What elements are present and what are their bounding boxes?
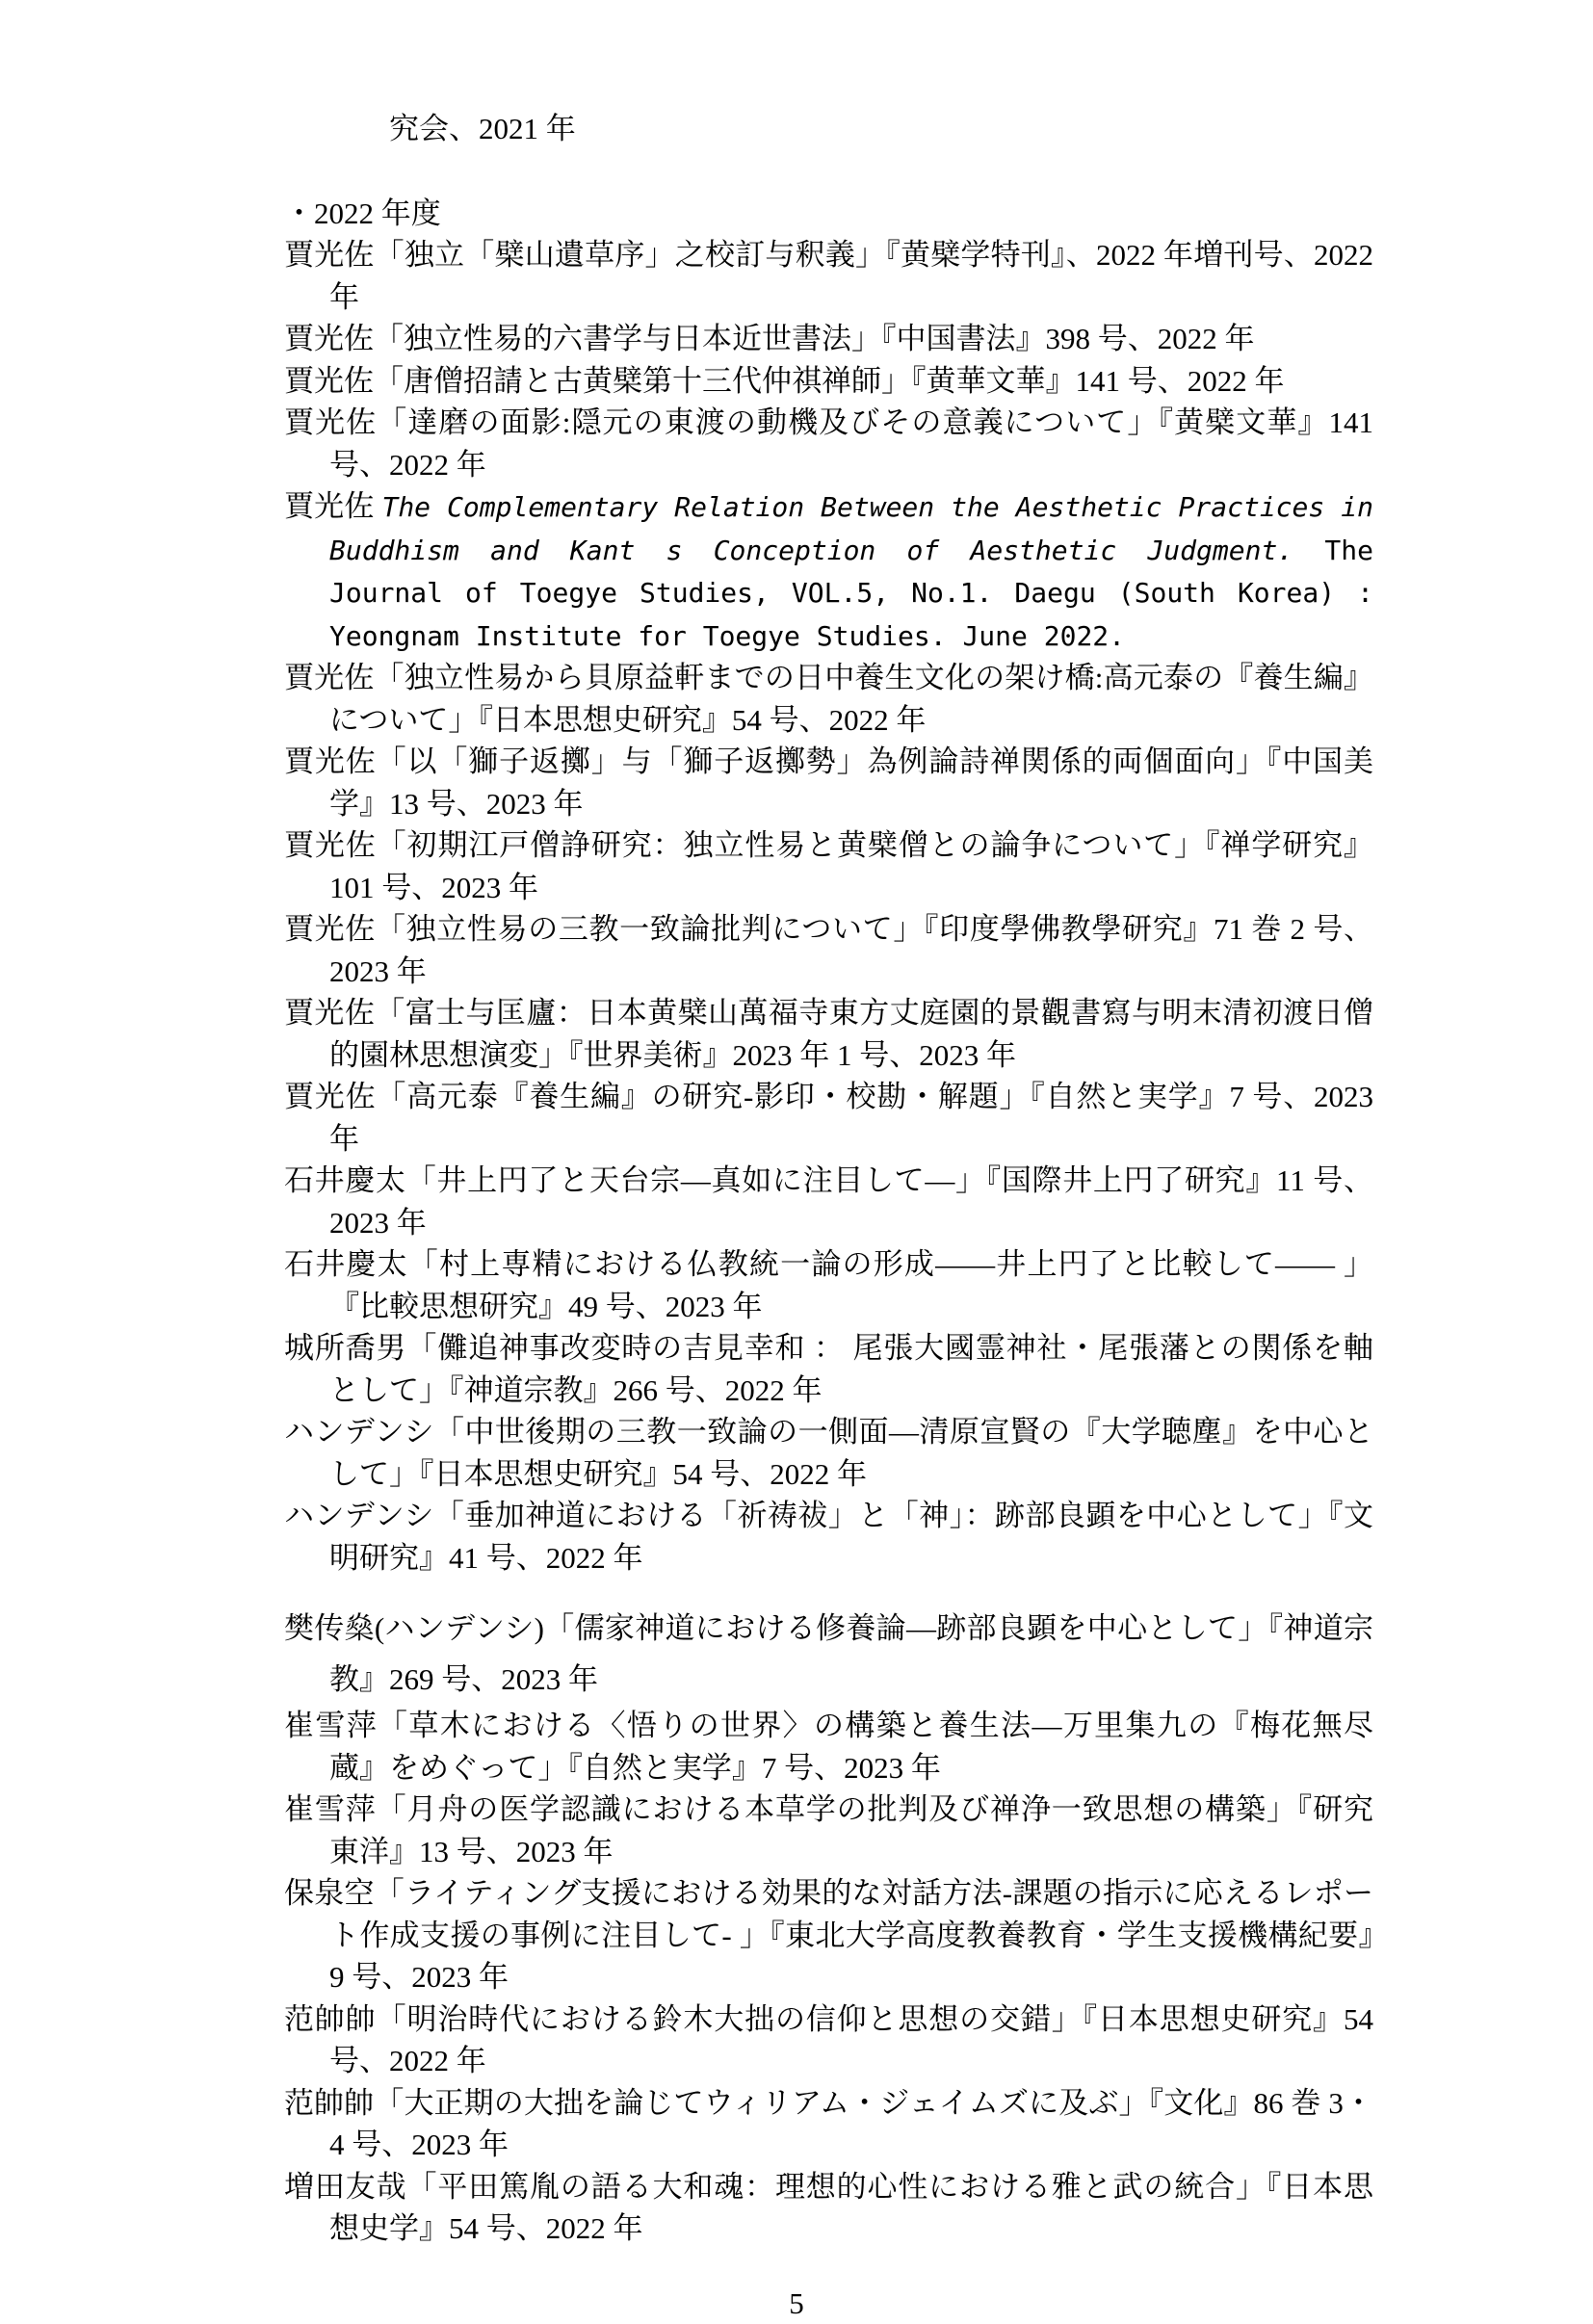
publication-entry: 賈光佐「初期江戸僧諍研究：独立性易と黄檗僧との論争について」『禅学研究』101 号、2023 年: [284, 824, 1373, 908]
entry-author: 賈光佐: [284, 489, 381, 523]
entry-publication-info: The Journal of Toegye Studies, VOL.5, No.1. Daegu (South Korea) : Yeongnam Institute for Toegye Studies. June 2022.: [329, 535, 1373, 652]
page-number: 5: [0, 2283, 1593, 2324]
publication-entry: 賈光佐「独立「檗山遺草序」之校訂与釈義」『黄檗学特刊』、2022 年増刊号、2022 年: [284, 234, 1373, 318]
publication-entry: 崔雪萍「草木における〈悟りの世界〉の構築と養生法―万里集九の『梅花無尽蔵』をめぐって」『自然と実学』7 号、2023 年: [284, 1705, 1373, 1789]
publication-entry: 石井慶太「村上専精における仏教統一論の形成――井上円了と比較して―― 」『比較思想研究』49 号、2023 年: [284, 1243, 1373, 1327]
publication-entry: 賈光佐「富士与匡廬：日本黄檗山萬福寺東方丈庭園的景觀書寫与明末清初渡日僧的園林思想演変」『世界美術』2023 年 1 号、2023 年: [284, 992, 1373, 1076]
year-section-heading: ・2022 年度: [284, 193, 1373, 235]
publication-entry: 保泉空「ライティング支援における効果的な対話方法-課題の指示に応えるレポート作成支援の事例に注目して- 」『東北大学高度教養教育・学生支援機構紀要』9 号、2023 年: [284, 1872, 1373, 1998]
publication-entry: 賈光佐「独立性易の三教一致論批判について」『印度學佛教學研究』71 巻 2 号、2023 年: [284, 908, 1373, 992]
publication-entry: 賈光佐「達磨の面影:隠元の東渡の動機及びその意義について」『黄檗文華』141 号、2022 年: [284, 402, 1373, 485]
publication-entry: 城所喬男「儺追神事改変時の吉見幸和 ： 尾張大國霊神社・尾張藩との関係を軸として」『神道宗教』266 号、2022 年: [284, 1327, 1373, 1411]
publication-entry: 増田友哉「平田篤胤の語る大和魂：理想的心性における雅と武の統合」『日本思想史学』54 号、2022 年: [284, 2166, 1373, 2250]
publication-entry: 石井慶太「井上円了と天台宗―真如に注目して―」『国際井上円了研究』11 号、2023 年: [284, 1160, 1373, 1243]
publication-entry: 樊传燊(ハンデンシ)「儒家神道における修養論―跡部良顕を中心として」『神道宗教』269 号、2023 年: [284, 1603, 1373, 1705]
publication-entry: ハンデンシ「垂加神道における「祈祷祓」と「神」：跡部良顕を中心として」『文明研究』41 号、2022 年: [284, 1495, 1373, 1579]
publication-entry: 賈光佐「高元泰『養生編』の研究-影印・校勘・解題」『自然と実学』7 号、2023 年: [284, 1076, 1373, 1160]
publication-entry: 賈光佐「独立性易的六書学与日本近世書法」『中国書法』398 号、2022 年: [284, 318, 1373, 360]
publication-entry: 賈光佐「独立性易から貝原益軒までの日中養生文化の架け橋:高元泰の『養生編』について」『日本思想史研究』54 号、2022 年: [284, 657, 1373, 741]
publication-entry: ハンデンシ「中世後期の三教一致論の一側面―清原宣賢の『大学聴塵』を中心として」『日本思想史研究』54 号、2022 年: [284, 1411, 1373, 1495]
publication-entry: 范帥帥「大正期の大拙を論じてウィリアム・ジェイムズに及ぶ」『文化』86 巻 3・4 号、2023 年: [284, 2082, 1373, 2166]
publication-entry: [284, 485, 1373, 657]
publication-entry: 賈光佐「以「獅子返擲」与「獅子返擲勢」為例論詩禅関係的両個面向」『中国美学』13 号、2023 年: [284, 741, 1373, 824]
publication-entry: 崔雪萍「月舟の医学認識における本草学の批判及び禅浄一致思想の構築」『研究東洋』13 号、2023 年: [284, 1789, 1373, 1872]
carryover-line: 究会、2021 年: [284, 108, 1373, 150]
publication-list: [284, 234, 1373, 2250]
publication-entry: 范帥帥「明治時代における鈴木大拙の信仰と思想の交錯」『日本思想史研究』54 号、2022 年: [284, 1998, 1373, 2082]
entry-title-italic: The Complementary Relation Between the Aesthetic Practices in Buddhism and Kant s Conception of Aesthetic Judgment.: [329, 491, 1373, 566]
publication-entry: 賈光佐「唐僧招請と古黄檗第十三代仲祺禅師」『黄華文華』141 号、2022 年: [284, 360, 1373, 403]
